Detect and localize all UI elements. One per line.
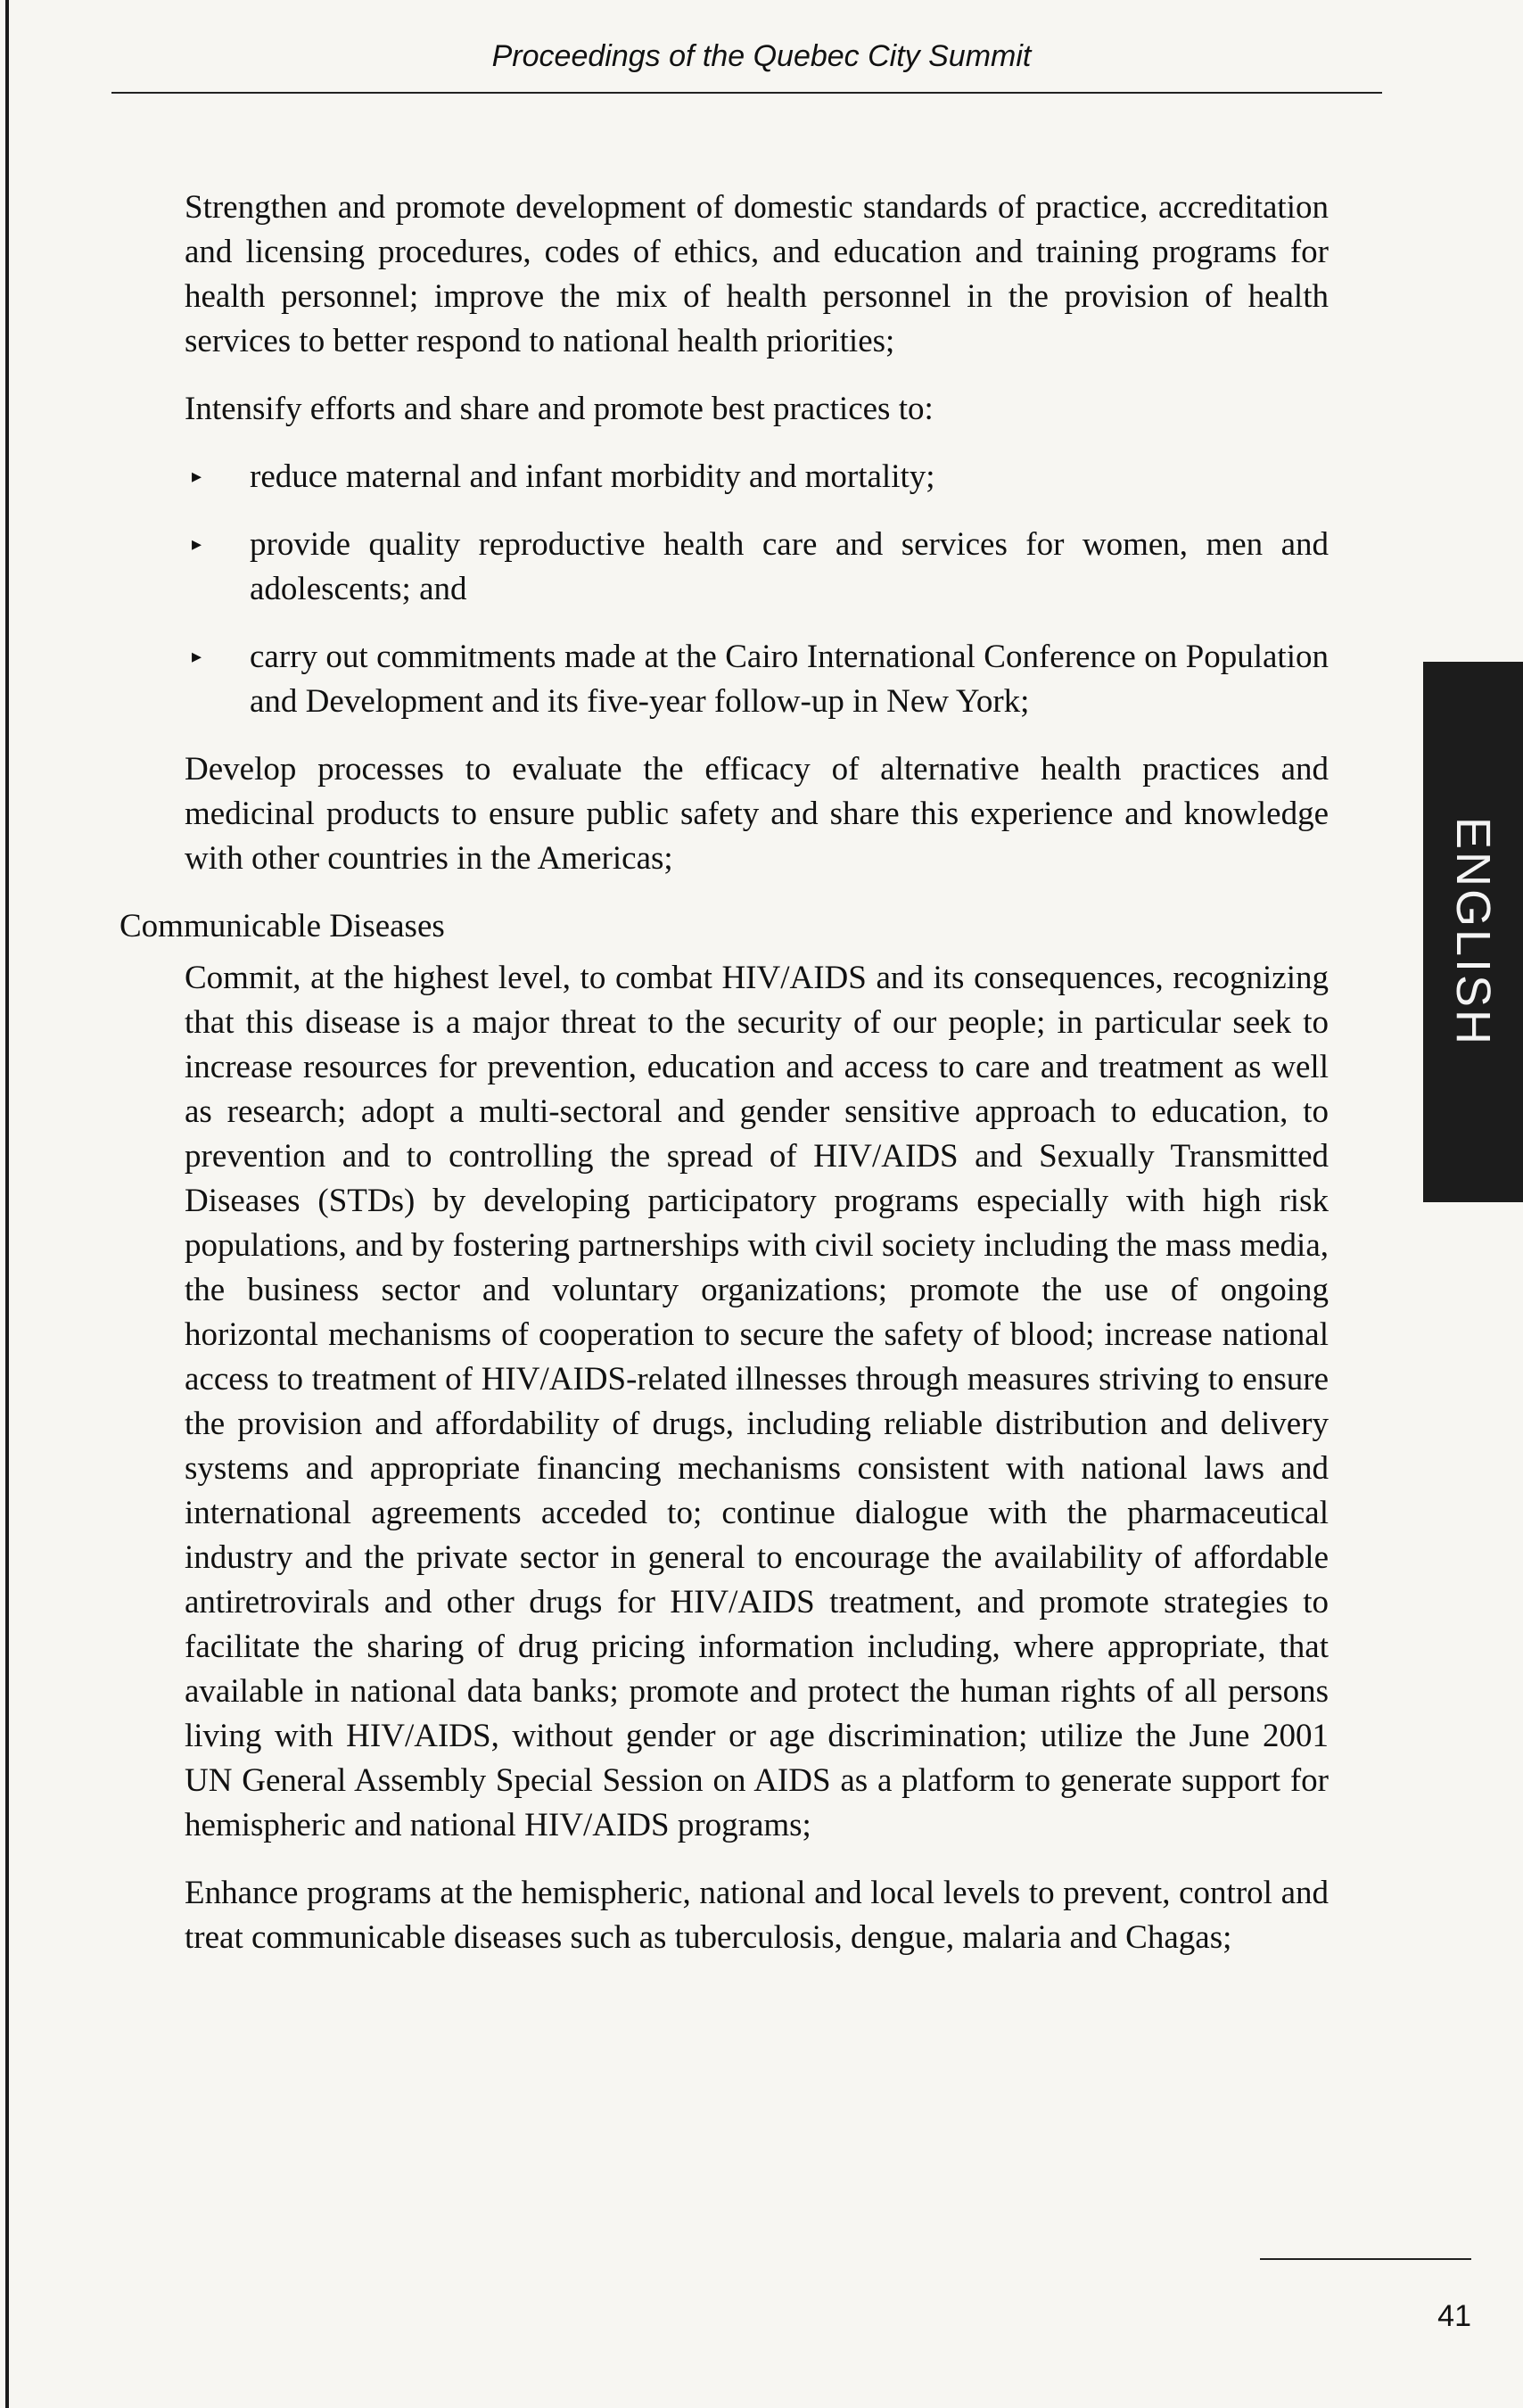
list-item-text: reduce maternal and infant morbidity and mortality; (250, 458, 935, 495)
page-binding-edge (5, 0, 9, 2408)
paragraph-standards: Strengthen and promote development of domestic standards of practice, accreditation and licensing procedures, codes of ethics, and education and training programs for health personnel; improve the mix of health personnel in the provision of health services to better respond to national health priorities; (185, 189, 1329, 359)
paragraph-commit: Commit, at the highest level, to combat HIV/AIDS and its consequences, recognizing that this disease is a major threat to the security of our people; in particular seek to increase resources for prevention, education and access to care and treatment as well as research; adopt a multi-sectoral and gender sensitive approach to education, to prevention and to controlling the spread of HIV/AIDS and Sexually Transmitted Diseases (STDs) by developing participatory programs especially with high risk populations, and by fostering partnerships with civil society including the mass media, the business sector and voluntary organizations; promote the use of ongoing horizontal mechanisms of cooperation to secure the safety of blood; increase national access to treatment of HIV/AIDS-related illnesses through measures striving to ensure the provision and affordability of drugs, including reliable distribution and delivery systems and appropriate financing mechanisms consistent with national laws and international agreements acceded to; continue dialogue with the pharmaceutical industry and the private sector in general to encourage the availability of affordable antiretrovirals and other drugs for HIV/AIDS treatment, and promote strategies to facilitate the sharing of drug pricing information including, where appropriate, that available in national data banks; promote and protect the human rights of all persons living with HIV/AIDS, without gender or age discrimination; utilize the June 2001 UN General Assembly Special Session on AIDS as a platform to generate support for hemispheric and national HIV/AIDS programs; (185, 960, 1329, 1843)
list-item (185, 455, 1329, 499)
best-practices-list (185, 455, 1329, 724)
section-heading: Communicable Diseases (119, 908, 445, 944)
triangle-bullet-icon: ▸ (192, 466, 202, 488)
running-header: Proceedings of the Quebec City Summit (491, 39, 1032, 73)
header-rule (111, 92, 1382, 94)
list-item-text: provide quality reproductive health care and services for women, men and adolescents; and (250, 526, 1329, 607)
list-item-text: carry out commitments made at the Cairo International Conference on Population and Development and its five-year follow-up in New York; (250, 639, 1329, 720)
page-number: 41 (1437, 2299, 1471, 2333)
list-item (185, 635, 1329, 724)
language-tab-label: ENGLISH (1446, 816, 1500, 1048)
triangle-bullet-icon: ▸ (192, 646, 202, 668)
language-tab (1423, 662, 1523, 1202)
paragraph-intensify: Intensify efforts and share and promote best practices to: (185, 391, 934, 427)
list-item (185, 523, 1329, 612)
paragraph-enhance: Enhance programs at the hemispheric, national and local levels to prevent, control and treat communicable diseases such as tuberculosis, dengue, malaria and Chagas; (185, 1875, 1329, 1956)
paragraph-develop: Develop processes to evaluate the efficacy of alternative health practices and medicinal products to ensure public safety and share this experience and knowledge with other countries in the Americas; (185, 751, 1329, 877)
page-body (119, 186, 1329, 1983)
footer-rule (1260, 2258, 1471, 2260)
triangle-bullet-icon: ▸ (192, 533, 202, 556)
